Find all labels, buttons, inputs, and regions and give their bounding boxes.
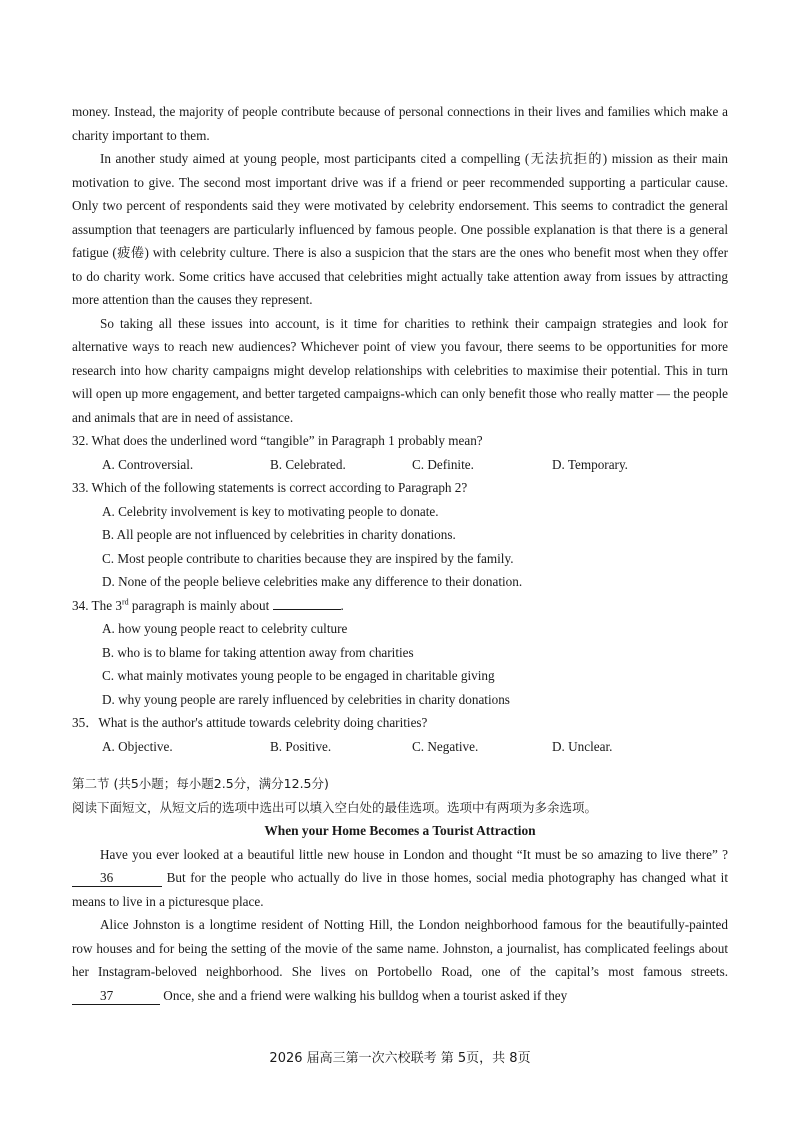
page-content xyxy=(72,100,728,1007)
question-34-stem-suffix: paragraph is mainly about xyxy=(128,597,270,613)
option-c[interactable]: C. what mainly motivates young people to be engaged in charitable giving xyxy=(102,668,495,683)
ordinal-suffix: rd xyxy=(121,597,129,607)
blank-36[interactable]: 36 xyxy=(72,870,162,887)
option-a[interactable]: A. Celebrity involvement is key to motivating people to donate. xyxy=(102,503,439,519)
question-34-stem-end: . xyxy=(340,597,344,613)
passage-paragraph-1 xyxy=(72,843,728,914)
option-b[interactable]: B. All people are not influenced by celebrities in charity donations. xyxy=(102,527,456,542)
option-d[interactable]: D. why young people are rarely influenced by celebrities in charity donations xyxy=(102,691,510,707)
passage-paragraph-2-part-a: Alice Johnston is a longtime resident of Notting Hill, the London neighborhood famous for the beautifully-painted row houses and for being the setting of the movie of the same name. Johnston, a journalist, has complicated feelings about her Instagram-beloved neighborhood. She lives on Portobello Road, one of the capital’s most famous streets. xyxy=(72,917,728,979)
question-34 xyxy=(72,594,728,712)
section-2-instruction: 阅读下面短文，从短文后的选项中选出可以填入空白处的最佳选项。选项中有两项为多余选项。 xyxy=(72,799,598,815)
option-d[interactable]: D. None of the people believe celebrities make any difference to their donation. xyxy=(102,574,523,589)
option-a[interactable]: A. Controversial. xyxy=(102,456,194,472)
page-footer: 2026 届高三第一次六校联考 第 5页，共 8页 xyxy=(269,1051,531,1066)
question-32-stem: 32. What does the underlined word “tangible” in Paragraph 1 probably mean? xyxy=(72,433,483,448)
option-c[interactable]: C. Definite. xyxy=(412,456,474,472)
option-b[interactable]: B. Celebrated. xyxy=(270,456,346,472)
question-34-stem-prefix: 34. The 3 xyxy=(72,597,122,613)
passage-paragraph-2 xyxy=(72,913,728,1007)
section-2-header: 第二节 (共5小题；每小题2.5分，满分12.5分) xyxy=(72,776,329,791)
question-32-options xyxy=(72,453,728,477)
paragraph-1-end: money. Instead, the majority of people contribute because of personal connections in their lives and families which make a charity important to them. xyxy=(72,104,728,143)
option-d[interactable]: D. Unclear. xyxy=(552,738,613,754)
question-32 xyxy=(72,429,728,476)
option-c[interactable]: C. Negative. xyxy=(412,738,479,754)
question-35 xyxy=(72,711,728,758)
passage-paragraph-1-part-a: Have you ever looked at a beautiful little new house in London and thought “It must be so amazing to live there” ? xyxy=(100,846,728,862)
option-d[interactable]: D. Temporary. xyxy=(552,456,628,472)
question-35-stem: 35．What is the author's attitude towards celebrity doing charities? xyxy=(72,715,428,730)
blank-37[interactable]: 37 xyxy=(72,988,160,1005)
question-33 xyxy=(72,476,728,594)
option-c[interactable]: C. Most people contribute to charities because they are inspired by the family. xyxy=(102,550,514,566)
answer-blank[interactable] xyxy=(273,595,341,610)
option-a[interactable]: A. Objective. xyxy=(102,738,173,754)
option-a[interactable]: A. how young people react to celebrity culture xyxy=(102,621,348,636)
paragraph-3: So taking all these issues into account, is it time for charities to rethink their campaign strategies and look for alternative ways to reach new audiences? Whichever point of view you favour, there seems to be opportunities for more research into how charity campaigns might develop relationships with celebrities to maximise their potential. This in turn will open up more engagement, and better targeted campaigns-which can only benefit those who really matter — the people and animals that are in need of assistance. xyxy=(72,315,728,425)
question-35-options xyxy=(72,735,728,759)
passage-paragraph-2-part-b: Once, she and a friend were walking his bulldog when a tourist asked if they xyxy=(160,987,568,1003)
passage-title: When your Home Becomes a Tourist Attraction xyxy=(264,823,536,838)
option-b[interactable]: B. Positive. xyxy=(270,738,332,754)
passage-paragraph-1-part-b: But for the people who actually do live in those homes, social media photography has changed what it means to live in a picturesque place. xyxy=(72,870,728,909)
option-b[interactable]: B. who is to blame for taking attention away from charities xyxy=(102,644,414,660)
paragraph-2: In another study aimed at young people, most participants cited a compelling (无法抗拒的) mission as their main motivation to give. The second most important drive was if a friend or peer recommended supporting a particular cause. Only two percent of respondents said they were motivated by celebrity endorsement. This seems to contradict the general assumption that teenagers are particularly influenced by famous people. One possible explanation is that there is a general fatigue (疲倦) with celebrity culture. There is also a suspicion that the stars are the ones who benefit most when they offer to do charity work. Some critics have accused that celebrities might actually take attention away from issues by attracting more attention than the causes they represent. xyxy=(72,151,728,307)
question-33-stem: 33. Which of the following statements is correct according to Paragraph 2? xyxy=(72,480,468,495)
question-34-stem xyxy=(72,594,728,618)
